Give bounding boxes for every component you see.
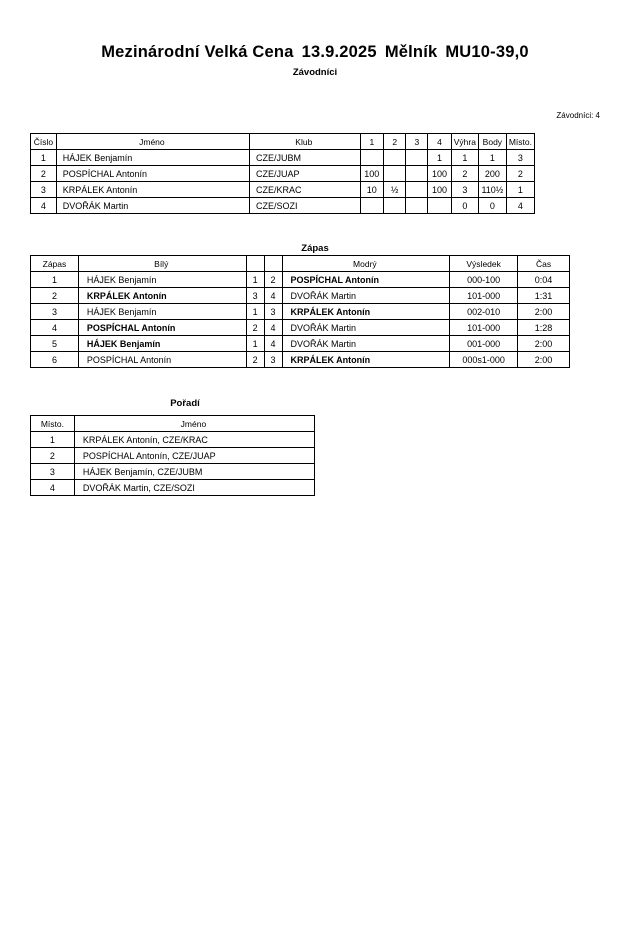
table-row (31, 182, 535, 198)
column-header-score-white (246, 256, 264, 272)
table-row (31, 304, 570, 320)
match-result: 001-000 (450, 336, 518, 352)
match-white-name: HÁJEK Benjamín (78, 272, 246, 288)
order-table-header (31, 416, 315, 432)
match-white-name: KRPÁLEK Antonín (78, 288, 246, 304)
match-time: 2:00 (518, 352, 570, 368)
order-name: HÁJEK Benjamín, CZE/JUBM (74, 464, 314, 480)
racer-club: CZE/JUBM (250, 150, 361, 166)
racer-points: 200 (478, 166, 506, 182)
racer-result-2 (384, 198, 406, 214)
table-row (31, 480, 315, 496)
racer-result-4: 1 (428, 150, 451, 166)
column-header-score-blue (264, 256, 282, 272)
match-number: 5 (31, 336, 79, 352)
racer-name: DVOŘÁK Martin (56, 198, 249, 214)
racers-table-header (31, 134, 535, 150)
racer-result-1 (360, 198, 383, 214)
racer-number: 3 (31, 182, 57, 198)
match-blue-name: DVOŘÁK Martin (282, 336, 450, 352)
match-blue-name: DVOŘÁK Martin (282, 320, 450, 336)
matches-caption: Zápas (301, 243, 329, 254)
match-number: 4 (31, 320, 79, 336)
racer-wins: 3 (451, 182, 478, 198)
match-time: 2:00 (518, 304, 570, 320)
table-row (31, 432, 315, 448)
match-result: 000s1-000 (450, 352, 518, 368)
order-place: 3 (31, 464, 75, 480)
order-place: 2 (31, 448, 75, 464)
racer-result-1: 10 (360, 182, 383, 198)
column-header-place: Místo. (506, 134, 534, 150)
racer-name: POSPÍCHAL Antonín (56, 166, 249, 182)
racer-wins: 0 (451, 198, 478, 214)
match-number: 2 (31, 288, 79, 304)
racer-name: HÁJEK Benjamín (56, 150, 249, 166)
racer-result-2 (384, 166, 406, 182)
order-place: 1 (31, 432, 75, 448)
document-page (0, 43, 630, 934)
order-name: DVOŘÁK Martin, CZE/SOZI (74, 480, 314, 496)
match-result: 101-000 (450, 320, 518, 336)
table-row (31, 464, 315, 480)
match-blue-number: 4 (264, 320, 282, 336)
racer-number: 1 (31, 150, 57, 166)
order-caption: Pořadí (170, 398, 200, 409)
match-blue-number: 4 (264, 288, 282, 304)
racer-result-2 (384, 150, 406, 166)
match-white-number: 2 (246, 320, 264, 336)
title-date: 13.9.2025 (301, 43, 377, 61)
match-white-number: 1 (246, 336, 264, 352)
column-header-white: Bílý (78, 256, 246, 272)
column-header-match: Zápas (31, 256, 79, 272)
table-row (31, 272, 570, 288)
column-header-blue: Modrý (282, 256, 450, 272)
racer-name: KRPÁLEK Antonín (56, 182, 249, 198)
table-row (31, 198, 535, 214)
racer-points: 110½ (478, 182, 506, 198)
racer-result-3 (406, 182, 428, 198)
column-header-club: Klub (250, 134, 361, 150)
match-number: 3 (31, 304, 79, 320)
table-row (31, 150, 535, 166)
match-white-number: 1 (246, 304, 264, 320)
match-time: 1:31 (518, 288, 570, 304)
racer-result-3 (406, 150, 428, 166)
column-header-r2: 2 (384, 134, 406, 150)
racer-result-1: 100 (360, 166, 383, 182)
racer-club: CZE/KRAC (250, 182, 361, 198)
title-event: Mezinárodní Velká Cena (101, 43, 294, 61)
racer-result-4: 100 (428, 166, 451, 182)
match-blue-name: POSPÍCHAL Antonín (282, 272, 450, 288)
order-table (30, 415, 315, 496)
match-result: 002-010 (450, 304, 518, 320)
racers-caption: Závodníci (292, 67, 338, 78)
match-white-name: POSPÍCHAL Antonín (78, 320, 246, 336)
title-city: Mělník (384, 43, 438, 61)
table-row (31, 336, 570, 352)
matches-table-header (31, 256, 570, 272)
racer-result-2: ½ (384, 182, 406, 198)
page-title (0, 43, 630, 62)
column-header-r3: 3 (406, 134, 428, 150)
matches-table (30, 255, 570, 368)
match-number: 6 (31, 352, 79, 368)
order-place: 4 (31, 480, 75, 496)
column-header-number: Číslo (31, 134, 57, 150)
table-row (31, 352, 570, 368)
racer-place: 2 (506, 166, 534, 182)
match-result: 000-100 (450, 272, 518, 288)
column-header-r1: 1 (360, 134, 383, 150)
match-time: 0:04 (518, 272, 570, 288)
match-blue-number: 2 (264, 272, 282, 288)
title-category: MU10-39,0 (445, 43, 529, 61)
match-blue-name: KRPÁLEK Antonín (282, 304, 450, 320)
racer-points: 0 (478, 198, 506, 214)
racer-points: 1 (478, 150, 506, 166)
racer-place: 1 (506, 182, 534, 198)
match-time: 2:00 (518, 336, 570, 352)
column-header-place: Místo. (31, 416, 75, 432)
match-time: 1:28 (518, 320, 570, 336)
match-white-name: HÁJEK Benjamín (78, 336, 246, 352)
column-header-points: Body (478, 134, 506, 150)
racer-result-1 (360, 150, 383, 166)
racer-place: 3 (506, 150, 534, 166)
match-blue-number: 4 (264, 336, 282, 352)
racer-result-4 (428, 198, 451, 214)
racer-club: CZE/SOZI (250, 198, 361, 214)
racer-result-3 (406, 166, 428, 182)
match-white-name: POSPÍCHAL Antonín (78, 352, 246, 368)
match-blue-name: DVOŘÁK Martin (282, 288, 450, 304)
match-white-number: 3 (246, 288, 264, 304)
match-result: 101-000 (450, 288, 518, 304)
match-blue-number: 3 (264, 352, 282, 368)
column-header-wins: Výhra (451, 134, 478, 150)
racer-result-4: 100 (428, 182, 451, 198)
table-row (31, 448, 315, 464)
column-header-name: Jméno (56, 134, 249, 150)
match-white-number: 1 (246, 272, 264, 288)
racers-table (30, 133, 535, 214)
column-header-result: Výsledek (450, 256, 518, 272)
racer-place: 4 (506, 198, 534, 214)
order-name: KRPÁLEK Antonín, CZE/KRAC (74, 432, 314, 448)
racer-club: CZE/JUAP (250, 166, 361, 182)
order-name: POSPÍCHAL Antonín, CZE/JUAP (74, 448, 314, 464)
racer-number: 2 (31, 166, 57, 182)
column-header-time: Čas (518, 256, 570, 272)
racer-wins: 2 (451, 166, 478, 182)
table-row (31, 320, 570, 336)
column-header-r4: 4 (428, 134, 451, 150)
racer-result-3 (406, 198, 428, 214)
table-row (31, 166, 535, 182)
match-blue-number: 3 (264, 304, 282, 320)
column-header-name: Jméno (74, 416, 314, 432)
racers-count: Závodníci: 4 (556, 111, 600, 120)
match-white-number: 2 (246, 352, 264, 368)
racer-wins: 1 (451, 150, 478, 166)
match-white-name: HÁJEK Benjamín (78, 304, 246, 320)
racer-number: 4 (31, 198, 57, 214)
match-blue-name: KRPÁLEK Antonín (282, 352, 450, 368)
match-number: 1 (31, 272, 79, 288)
table-row (31, 288, 570, 304)
